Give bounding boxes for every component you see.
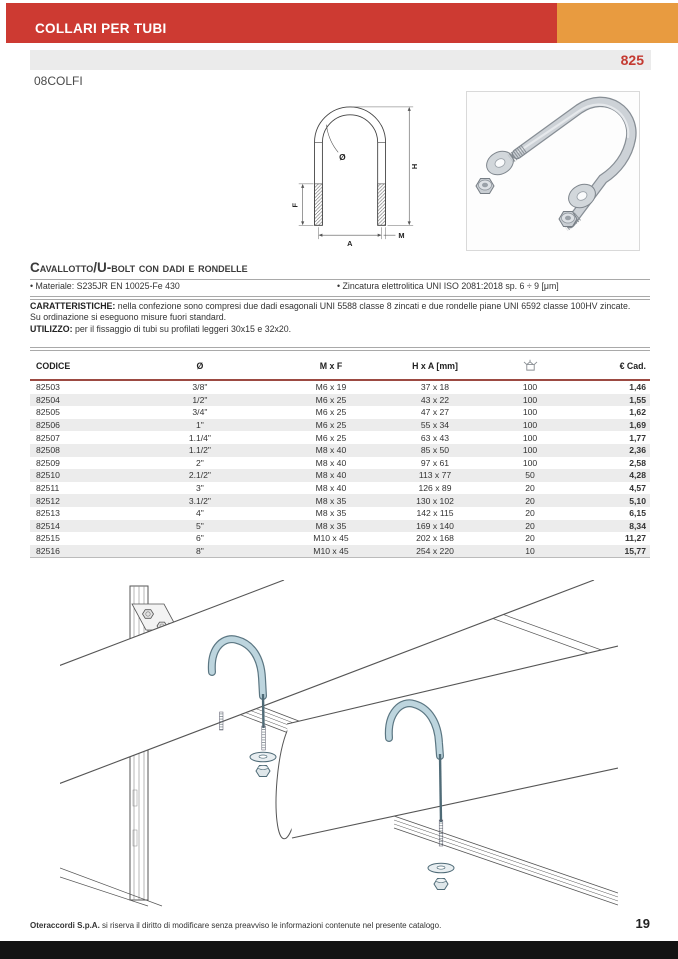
table-row — [30, 394, 650, 407]
cell-diameter: 3" — [195, 483, 204, 494]
cell-price: 15,77 — [573, 545, 650, 558]
product-code: 08COLFI — [34, 74, 83, 88]
utilizzo-text: per il fissaggio di tubi su profilati leggeri 30x15 e 32x20. — [72, 323, 292, 334]
cell-qty: 20 — [525, 520, 535, 531]
nut-2 — [434, 879, 448, 890]
cell-codice: 82512 — [36, 495, 60, 506]
cell-diameter: 1/2" — [192, 394, 208, 405]
cell-qty: 20 — [525, 495, 535, 506]
coating-spec: • Zincatura elettrolitica UNI ISO 2081:2018 sp. 6 ÷ 9 [μm] — [337, 281, 559, 291]
header-codice: CODICE — [30, 353, 121, 380]
cell-hxa: 126 x 89 — [418, 483, 452, 494]
cell-codice: 82504 — [36, 394, 60, 405]
cell-qty: 100 — [522, 382, 538, 393]
cell-diameter: 2.1/2" — [188, 470, 211, 481]
cell-diameter: 3/4" — [192, 407, 208, 418]
thread-zone-right — [378, 184, 386, 225]
footer-page-number: 19 — [635, 916, 650, 931]
cell-codice: 82509 — [36, 457, 60, 468]
cell-hxa: 130 x 102 — [416, 495, 454, 506]
cell-mxf: M8 x 40 — [315, 483, 347, 494]
cell-mxf: M8 x 35 — [315, 495, 347, 506]
table-row — [30, 532, 650, 545]
cell-codice: 82516 — [30, 545, 121, 558]
cell-price: 1,77 — [629, 432, 646, 443]
washer-2 — [428, 863, 454, 873]
cell-price: 1,62 — [629, 407, 646, 418]
cell-codice: 82505 — [36, 407, 60, 418]
table-row — [30, 406, 650, 419]
header-diameter: Ø — [121, 353, 279, 380]
product-title: Cavallotto/U-bolt con dadi e rondelle — [30, 260, 650, 280]
dim-label-m: M — [398, 231, 405, 241]
table-row — [30, 482, 650, 495]
footer-disclaimer — [30, 921, 441, 930]
divider — [30, 347, 650, 351]
cell-hxa: 37 x 18 — [420, 382, 450, 393]
cell-price: 1,46 — [629, 382, 646, 393]
dim-label-diameter: Ø — [339, 152, 346, 163]
installation-illustration — [60, 580, 618, 908]
custom-sizes-note: Su ordinazione si eseguono misure fuori standard. — [30, 312, 227, 323]
table-row — [30, 457, 650, 470]
cell-qty: 100 — [522, 420, 538, 431]
nut-1 — [256, 766, 270, 777]
cell-hxa: 169 x 140 — [416, 520, 454, 531]
hex-nut-left — [476, 179, 494, 194]
table-row — [30, 545, 650, 558]
cell-mxf: M10 x 45 — [313, 533, 349, 544]
product-table — [30, 353, 650, 558]
cell-codice: 82513 — [36, 508, 60, 519]
table-header-row — [30, 353, 650, 380]
cell-price: 5,10 — [629, 495, 646, 506]
cell-mxf: M6 x 25 — [315, 407, 347, 418]
cell-codice: 82503 — [36, 382, 60, 393]
cell-qty: 100 — [522, 432, 538, 443]
cell-diameter: 3/8" — [192, 382, 208, 393]
cell-hxa: 43 x 22 — [420, 394, 450, 405]
cell-price: 1,69 — [629, 420, 646, 431]
cell-qty: 20 — [525, 483, 535, 494]
table-row — [30, 469, 650, 482]
cell-diameter: 3.1/2" — [188, 495, 211, 506]
threaded-rod-1 — [262, 726, 266, 750]
divider — [30, 296, 650, 300]
utilizzo-paragraph — [30, 324, 650, 335]
material-spec: • Materiale: S235JR EN 10025-Fe 430 — [30, 281, 180, 291]
mounting-rail-lower — [394, 816, 618, 905]
catalog-section-title: COLLARI PER TUBI — [35, 21, 167, 36]
product-table-body — [30, 380, 650, 558]
table-row — [30, 507, 650, 520]
cell-price: 2,58 — [629, 457, 646, 468]
cell-hxa: 142 x 115 — [416, 508, 454, 519]
cell-mxf: M8 x 40 — [315, 445, 347, 456]
cell-hxa: 55 x 34 — [420, 420, 450, 431]
cell-diameter: 5" — [195, 520, 204, 531]
cell-codice: 82508 — [36, 445, 60, 456]
cell-hxa: 85 x 50 — [420, 445, 450, 456]
cell-price: 4,28 — [629, 470, 646, 481]
caratteristiche-label: CARATTERISTICHE: — [30, 301, 116, 311]
hex-nut-right — [559, 212, 577, 227]
cell-qty: 10 — [487, 545, 573, 558]
bracket-nut-1 — [143, 610, 154, 619]
threaded-rod-2 — [439, 820, 443, 846]
cell-price: 6,15 — [629, 508, 646, 519]
cell-mxf: M6 x 25 — [315, 432, 347, 443]
cell-mxf: M6 x 19 — [315, 382, 347, 393]
cell-mxf: M10 x 45 — [279, 545, 383, 558]
dim-label-h: H — [410, 163, 420, 170]
disclaimer-text: si riserva il diritto di modificare senza preavviso le informazioni contenute nel presente catalogo. — [99, 921, 442, 930]
cell-mxf: M6 x 25 — [315, 394, 347, 405]
cell-hxa: 113 x 77 — [418, 470, 452, 481]
cell-diameter: 1.1/2" — [188, 445, 211, 456]
cell-codice: 82514 — [36, 520, 60, 531]
bottom-black-bar — [0, 941, 678, 959]
table-row — [30, 380, 650, 394]
table-row — [30, 520, 650, 533]
header-price: € Cad. — [573, 353, 650, 380]
utilizzo-label: UTILIZZO: — [30, 323, 73, 334]
catalog-page-number: 825 — [620, 52, 644, 68]
cell-diameter: 2" — [195, 457, 204, 468]
cell-qty: 100 — [522, 394, 538, 405]
cell-mxf: M8 x 35 — [315, 508, 347, 519]
cell-codice: 82506 — [36, 420, 60, 431]
dim-label-a: A — [347, 239, 353, 249]
ubolt-product-photo — [467, 92, 639, 250]
cell-hxa: 97 x 61 — [420, 457, 450, 468]
cell-price: 2,36 — [629, 445, 646, 456]
top-banner — [6, 3, 678, 43]
cell-price: 8,34 — [629, 520, 646, 531]
table-row — [30, 494, 650, 507]
cell-codice: 82507 — [36, 432, 60, 443]
cell-codice: 82515 — [36, 533, 60, 544]
dim-label-f: F — [290, 203, 300, 208]
cell-price: 11,27 — [624, 533, 646, 544]
cell-qty: 20 — [525, 508, 535, 519]
thread-zone-left — [315, 184, 323, 225]
ubolt-dimension-drawing — [279, 99, 427, 249]
cell-diameter: 1.1/4" — [188, 432, 211, 443]
ubolt-outline — [315, 107, 386, 225]
cell-codice: 82511 — [36, 483, 60, 494]
banner-orange-block — [557, 3, 678, 43]
cell-mxf: M8 x 35 — [315, 520, 347, 531]
product-table-container — [30, 353, 650, 558]
cell-hxa: 202 x 168 — [416, 533, 454, 544]
header-mxf: M x F — [279, 353, 383, 380]
cell-mxf: M8 x 40 — [315, 457, 347, 468]
cell-qty: 20 — [525, 533, 535, 544]
cell-mxf: M8 x 40 — [315, 470, 347, 481]
header-qty — [487, 353, 573, 380]
package-box-icon — [523, 359, 538, 372]
cell-diameter: 8" — [121, 545, 279, 558]
caratteristiche-paragraph — [30, 301, 650, 312]
cell-diameter: 4" — [195, 508, 204, 519]
cell-mxf: M6 x 25 — [315, 420, 347, 431]
cell-hxa: 63 x 43 — [420, 432, 450, 443]
header-hxa: H x A [mm] — [383, 353, 487, 380]
description-block — [30, 301, 650, 335]
product-photo-frame — [466, 91, 640, 251]
page-number-strip — [30, 50, 651, 70]
cell-hxa: 254 x 220 — [383, 545, 487, 558]
cell-diameter: 6" — [195, 533, 204, 544]
table-row — [30, 419, 650, 432]
cell-qty: 100 — [522, 407, 538, 418]
cell-diameter: 1" — [195, 420, 204, 431]
spec-bullets — [30, 281, 650, 294]
cell-price: 4,57 — [629, 483, 646, 494]
cell-hxa: 47 x 27 — [420, 407, 450, 418]
washer-1 — [250, 752, 276, 762]
table-row — [30, 431, 650, 444]
cell-codice: 82510 — [36, 470, 60, 481]
cell-qty: 50 — [525, 470, 535, 481]
company-name: Oteraccordi S.p.A. — [30, 921, 100, 930]
table-row — [30, 444, 650, 457]
cell-qty: 100 — [522, 457, 538, 468]
cell-qty: 100 — [522, 445, 538, 456]
thread-stub-1 — [220, 712, 224, 730]
cell-price: 1,55 — [629, 394, 646, 405]
caratteristiche-text: nella confezione sono compresi due dadi esagonali UNI 5588 classe 8 zincati e due rondelle piane UNI 6592 classe 100HV zincate. — [115, 301, 631, 311]
